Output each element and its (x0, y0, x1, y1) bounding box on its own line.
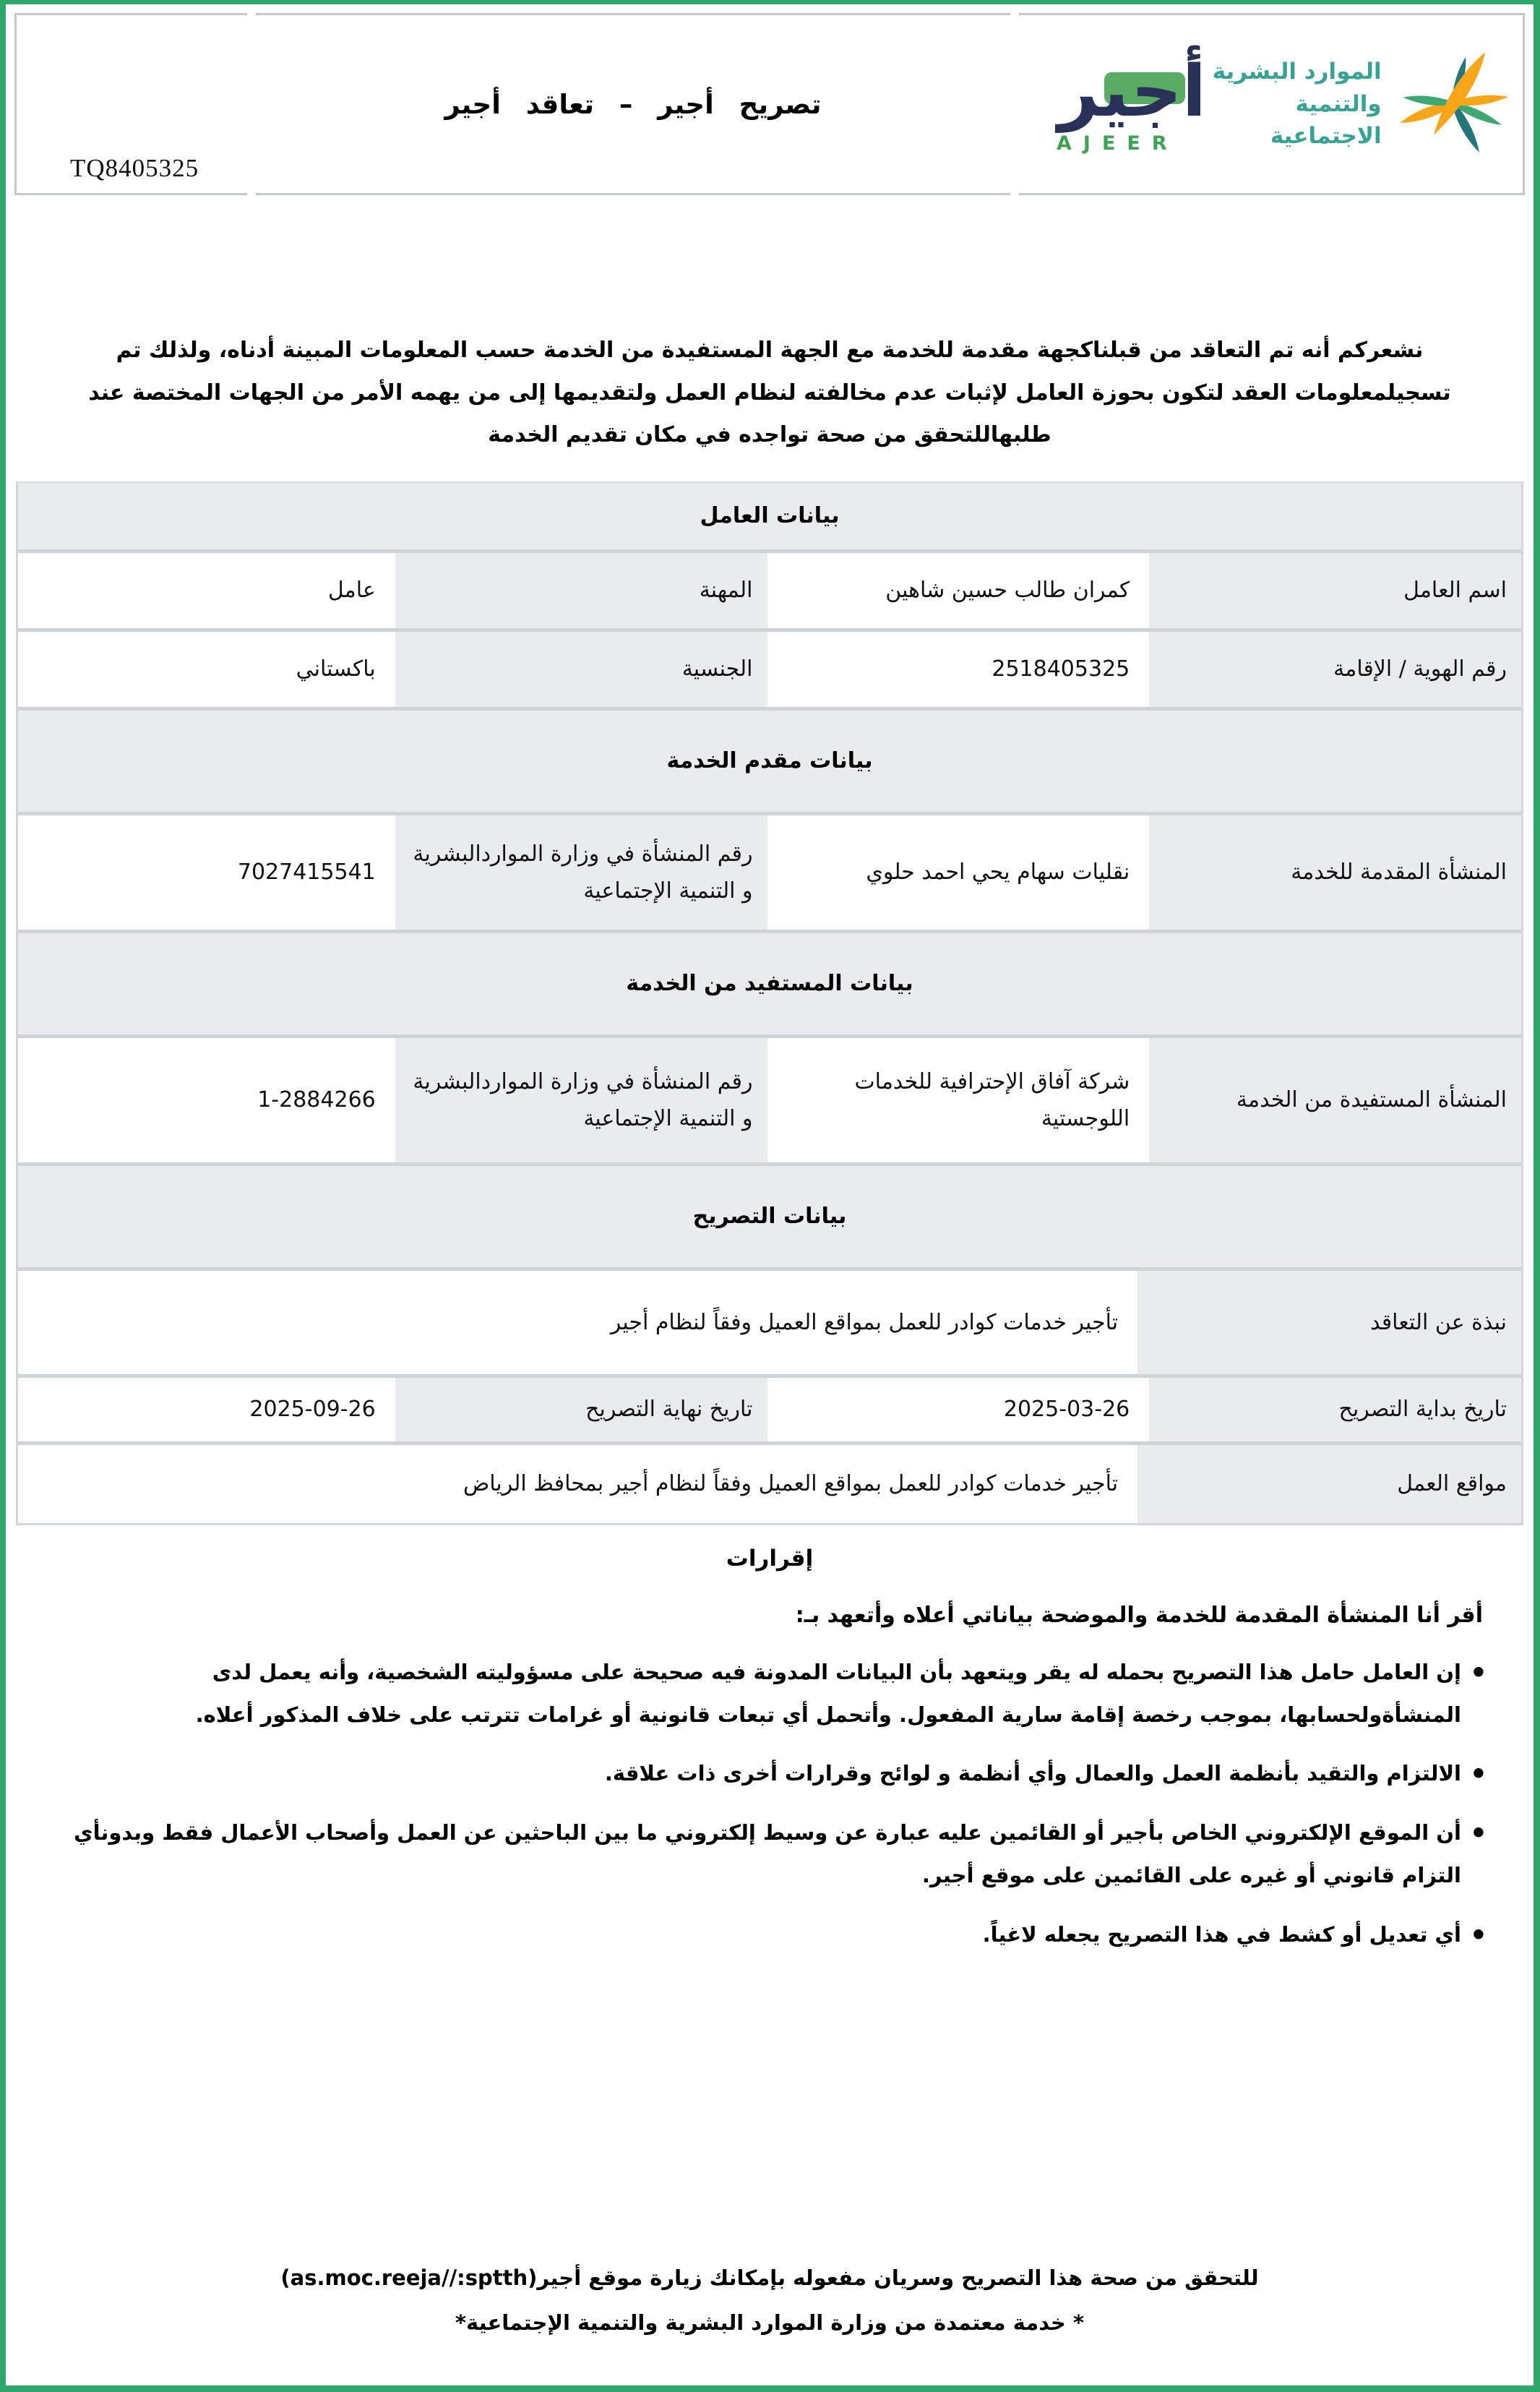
provider-entity-number-label: رقم المنشأة في وزارة المواردالبشرية و التنمية الإجتماعية (395, 815, 767, 930)
contract-summary-value: تأجير خدمات كوادر للعمل بمواقع العميل وفقاً لنظام أجير (18, 1271, 1132, 1374)
table-row (18, 1374, 1521, 1441)
provider-entity-value: نقليات سهام يحي احمد حلوي (773, 815, 1145, 930)
ministry-logo-text (1210, 56, 1381, 153)
beneficiary-entity-number-label: رقم المنشأة في وزارة المواردالبشرية و التنمية الإجتماعية (395, 1038, 767, 1162)
table-row (18, 1267, 1521, 1374)
declaration-item: • إن العامل حامل هذا التصريح بحمله له يقر ويتعهد بأن البيانات المدونة فيه صحيحة على مسؤوليته الشخصية، وأنه يعمل لدى المنشأةولحسابها، بموجب رخصة إقامة سارية المفعول. وأتحمل أي تبعات قانونية أو غرامات تترتب على خلاف المذكور أعلاه. (46, 1651, 1493, 1737)
ajeer-logo-arabic: أجير (1058, 50, 1207, 133)
provider-entity-label: المنشأة المقدمة للخدمة (1149, 815, 1521, 930)
id-number-label: رقم الهوية / الإقامة (1149, 632, 1521, 707)
beneficiary-entity-number-value: 1-2884266 (18, 1038, 390, 1162)
ministry-name-line1: الموارد البشرية (1212, 58, 1382, 85)
declaration-item: • الالتزام والتقيد بأنظمة العمل والعمال وأي أنظمة و لوائح وقرارات أخرى ذات علاقة. (46, 1752, 1493, 1795)
table-row (18, 549, 1521, 628)
ministry-palm-emblem-icon (1392, 37, 1517, 171)
declaration-item: • أن الموقع الإلكتروني الخاص بأجير أو القائمين عليه عبارة عن وسيط إلكتروني ما بين الباحثين عن العمل وأصحاب الأعمال فقط وبدونأي التزام قانوني أو غيره على القائمين على موقع أجير. (46, 1812, 1493, 1898)
document-header (14, 13, 1525, 195)
footer-verification-text: للتحقق من صحة هذا التصريح وسريان مفعوله بإمكانك زيارة موقع أجير(as.moc.reeja//:sptth) (280, 2265, 1259, 2290)
header-title-cell (256, 13, 1010, 195)
beneficiary-entity-label: المنشأة المستفيدة من الخدمة (1149, 1038, 1521, 1162)
permit-start-date-label: تاريخ بداية التصريح (1149, 1378, 1521, 1441)
footer-approved-service-text: * خدمة معتمدة من وزارة الموارد البشرية والتنمية الإجتماعية* (455, 2310, 1085, 2335)
section-header-permit: بيانات التصريح (18, 1162, 1521, 1267)
permit-number: TQ8405325 (70, 154, 199, 182)
table-row (18, 1034, 1521, 1162)
intro-paragraph: نشعركم أنه تم التعاقد من قبلناكجهة مقدمة للخدمة مع الجهة المستفيدة من الخدمة حسب المعلومات المبينة أدناه، ولذلك تم تسجيلمعلومات العقد لتكون بحوزة العامل لإثبات عدم مخالفته لنظام العمل ولتقديمها إلى من يهمه الأمر من الجهات المختصة عند طلبهاللتحقق من صحة تواجده في مكان تقديم الخدمة (88, 338, 1451, 447)
ministry-logo (1210, 37, 1517, 171)
permit-end-date-value: 2025-09-26 (18, 1378, 390, 1441)
profession-value: عامل (18, 553, 390, 628)
work-locations-value: تأجير خدمات كوادر للعمل بمواقع العميل وفقاً لنظام أجير بمحافظ الرياض (18, 1445, 1132, 1523)
provider-entity-number-value: 7027415541 (18, 815, 390, 930)
worker-name-label: اسم العامل (1149, 553, 1521, 628)
nationality-value: باكستاني (18, 632, 390, 707)
header-logos-cell (1019, 13, 1525, 195)
permit-start-date-value: 2025-03-26 (773, 1378, 1145, 1441)
declarations-intro: أقر أنا المنشأة المقدمة للخدمة والموضحة بياناتي أعلاه وأتعهد بـ: (795, 1602, 1483, 1628)
ajeer-logo-latin: AJEER (1057, 132, 1179, 155)
section-header-beneficiary: بيانات المستفيد من الخدمة (18, 930, 1521, 1034)
permit-data-table (16, 481, 1523, 1525)
section-header-worker: بيانات العامل (18, 483, 1521, 549)
id-number-value: 2518405325 (773, 632, 1145, 707)
section-header-provider: بيانات مقدم الخدمة (18, 707, 1521, 812)
ajeer-logo (1054, 50, 1210, 155)
declarations-list (46, 1651, 1493, 1957)
document-footer (6, 2265, 1533, 2335)
nationality-label: الجنسية (395, 632, 767, 707)
declaration-item: • أي تعديل أو كشط في هذا التصريح يجعله لاغياً. (46, 1913, 1493, 1956)
permit-end-date-label: تاريخ نهاية التصريح (395, 1378, 767, 1441)
table-row (18, 628, 1521, 707)
work-locations-label: مواقع العمل (1137, 1445, 1521, 1523)
document-title: تصريح أجير – تعاقد أجير (444, 88, 822, 120)
header-permit-number-cell (14, 13, 247, 195)
ministry-name-line2: والتنمية الاجتماعية (1270, 90, 1382, 150)
beneficiary-entity-value: شركة آفاق الإحترافية للخدمات اللوجستية (773, 1038, 1145, 1162)
worker-name-value: كمران طالب حسين شاهين (773, 553, 1145, 628)
table-row (18, 812, 1521, 930)
declarations-heading: إقرارات (726, 1545, 814, 1572)
contract-summary-label: نبذة عن التعاقد (1137, 1271, 1521, 1374)
table-row (18, 1441, 1521, 1523)
declarations-section (46, 1546, 1493, 1957)
profession-label: المهنة (395, 553, 767, 628)
